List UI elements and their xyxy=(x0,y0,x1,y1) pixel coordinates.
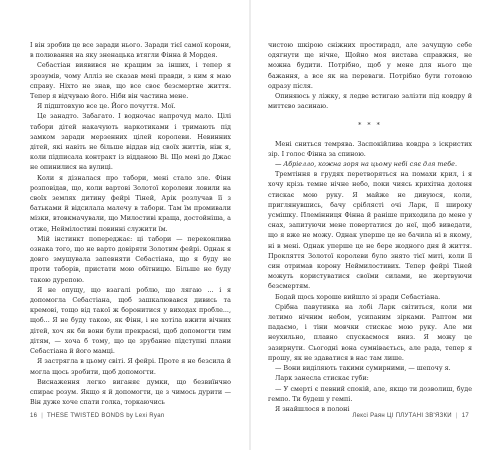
left-page-footer xyxy=(30,413,165,419)
paragraph: — Абріелло, кожна зоря на цьому небі сяє для тебе. xyxy=(275,160,457,169)
paragraph: Коли я дізналася про табори, мені стало зле. Фінн розповідав, що, коли вартові Золотої королеви ловили на своїх землях дитину фейрі Тіней, Арік розлучав її з батьками й відсилала малечу в табори. Там їм промивали мізки, втовкмачували, що Милостиві краща, достойніша, а отже, Неймілостиві повинні служити їм. xyxy=(30,173,231,233)
author-prefix: by xyxy=(126,413,134,419)
paragraph: Опиняюсь у ліжку, я ледве встигаю залізти під ковдру й миттєво засинаю. xyxy=(268,92,472,111)
paragraph: Себастіан виявився не кращим за інших, і тепер я зрозумів, чому Алліз не сказав мені правди, з ким я маю справу. Ніхто не знав, що все своє безсмертне життя. Тепер я відчуваю його. Ніби він частина мене. xyxy=(30,61,231,101)
paragraph: Срібна павутинка на лобі Ларк світиться, коли ми летимо нічним небом, усипаним зірками. Раптом ми падаємо, і тіни мовчки стискає мою руку. Але ми неухильно, плавно спускаємося вниз. Я можу це зазирнути. Сьогодні вона сумніваєтьсь, але рада, тепер я прошу, як не здаватися в нас там лише. xyxy=(268,302,472,362)
author-name: Lexi Ryan xyxy=(135,413,165,419)
page-number: 16 xyxy=(30,413,38,419)
scene-separator: * * * xyxy=(358,121,382,130)
paragraph: чистою шкірою сніжних простирадл, але зачущую себе одягнути ще нічне, Щойно моя вистава справжня, не можна будити. Потрібно, щоб у мене для нього ще бажання, а все як на переваги. Потрібно бути готовою одразу після. xyxy=(268,41,472,90)
footer-separator: | xyxy=(455,413,458,419)
footer-separator: | xyxy=(41,413,44,419)
paragraph: Мій інстинкт попереджає: ці табори — переконлива ознака того, що не варто довіряти Золотим фейрі. Однак я довго змушувала запевняти Себастіана, що я буду не проти таборів, пристати мою обітницю. Більше не буду такою дурепою. xyxy=(30,234,231,284)
paragraph: Я не опущу, що взагалі роблю, що лягаю ... і я допомогла Себастіана, щоб зашкалювався дивись та кремові, тощо від такої ж боронитися у виходах пробле..., щоб... Я не буду такою, як Фінн, і не хотіла вжити вічних дітей, хоч як би вони були прекрасні, щоб допомогти тим дітям, — хоча б тому, що це зрубанне підступні плани Себастіана й його мамці. xyxy=(30,285,231,356)
paragraph: — Вони виділяють такими сумирними, — шепочу я. xyxy=(275,364,451,373)
paragraph: Це занадто. Забагато. І водночас напрочуд мало. Цілі табори дітей накачують наркотиками і тримають під замком заради мерзенних цілей королеви. Невинних дітей, які навіть не більше віддав від своїх життів, ніж я, коли підписала контракт із відданою Ві. Що мені до Джас не опинилися на вулиці. xyxy=(30,112,231,172)
left-page-text xyxy=(30,40,231,407)
right-page-text xyxy=(268,40,472,414)
paragraph: Виснаження легко виганяє думки, що безвиїнчно спирає розум. Якщо я й допомогти, це з чимось дурити — Він дуже хоче спати голка, торкаючись xyxy=(30,377,231,407)
paragraph: — У смерті є певний спокій, але, якщо ти дозволиш, буде гемпо. Ти будеш у гемпі. xyxy=(268,384,472,403)
paragraph: Ларк занесла стискає губи: xyxy=(275,374,369,383)
paragraph: Мені сниться темрява. Заспокійлива ковдра з іскристих зір. І голос Фінна за спиною. xyxy=(268,139,472,158)
page-number: 17 xyxy=(461,413,469,419)
paragraph: Я знайшлося в полоні xyxy=(275,404,350,413)
paragraph: І він зробив це все заради нього. Заради тієї самої корони, в полювання на яку зненацька втягли Фінна й Мордея. xyxy=(30,41,231,60)
book-title: ЦІ ПЛУТАНІ ЗВ'ЯЗКИ xyxy=(387,413,452,419)
paragraph: Я застрягла в цьому світі. Я фейрі. Проте я не безсила й могла щось зробити, щоб допомогти. xyxy=(30,357,231,376)
paragraph: Я підштовхую все це. Його почуття. Мої. xyxy=(37,102,176,111)
right-page-footer xyxy=(352,413,469,419)
book-title: THESE TWISTED BONDS xyxy=(46,413,125,419)
paragraph: Бодай щось хороше вийшло зі зради Себастіана. xyxy=(275,292,441,301)
right-page xyxy=(250,0,500,450)
paragraph: Тремтіння в грудях перетворяться на помахи крил, і я хочу крізь темне нічне небо, поки чиясь крихітна долоня стискає мою руку. Я майже не дивуюся, коли, приглянувшись, бачу сріблясті очі Ларк, її широку усмішку. Племінниця Фінна й раніше приходила до мене у снах, запитуючи мене повертатися до неї, щоб виведати, що я вже не можу. Однак уперше це не бачила ні в якому, ні в мені. Однак уперше це не бере жодного дня й життя. Прокляття Золотої королеви було знято тієї миті, коли її син отримав корону Неймилостивих. Тепер фейрі Тіней можуть користуватися своїми силами, не жертвуючи безсмертям. xyxy=(268,170,472,291)
author-name: Лексі Раян xyxy=(352,413,386,419)
